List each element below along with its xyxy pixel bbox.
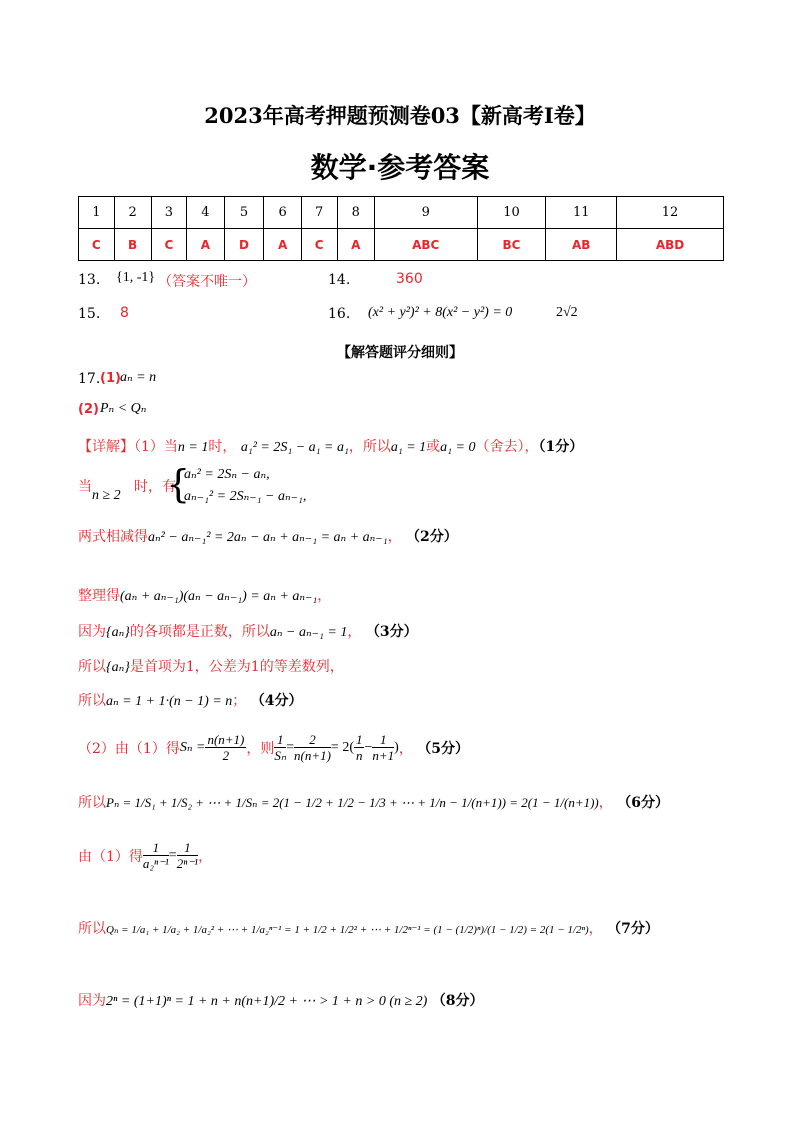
text: 时， [208, 439, 237, 455]
answer-cell: ABC [374, 229, 477, 261]
score: （5分） [417, 740, 470, 757]
table-cell: 1 [79, 197, 115, 229]
table-cell: 8 [337, 197, 374, 229]
text: 【详解】（1）当 [78, 439, 178, 455]
denominator: n [355, 748, 363, 763]
section-heading: 【解答题评分细则】 [337, 345, 463, 361]
math: 2ⁿ = (1+1)ⁿ = 1 + n + n(n+1)/2 + ⋯ > 1 + n > 0 (n ≥ 2) [106, 994, 428, 1009]
text: ， [588, 921, 603, 937]
text: 所以 [78, 693, 106, 709]
math: Pₙ = 1/S₁ + 1/S₂ + ⋯ + 1/Sₙ = 2(1 − 1/2 + 1/2 − 1/3 + ⋯ + 1/n − 1/(n+1)) = 2(1 − 1/(n+1)) [106, 795, 599, 810]
denominator: Sₙ [274, 748, 287, 763]
q15-number: 15. [78, 306, 101, 322]
text: ， [387, 529, 402, 545]
q17-part1-label: (1) [100, 371, 121, 386]
q14-number: 14. [328, 272, 351, 288]
math: = [286, 739, 294, 755]
page-title: 2023年高考押题预测卷03【新高考Ⅰ卷】 [204, 103, 596, 128]
text: ， [398, 740, 413, 757]
math: ) [394, 739, 399, 755]
answer-cell: BC [477, 229, 546, 261]
q16-number: 16. [328, 306, 351, 322]
text: 是首项为1，公差为1的等差数列， [129, 659, 344, 675]
math: = [168, 847, 177, 863]
detail-line-5 [78, 621, 418, 641]
q17-part2-answer: Pₙ < Qₙ [100, 401, 147, 416]
table-cell: 5 [224, 197, 264, 229]
q17-number: 17. [78, 371, 101, 387]
answer-cell: C [301, 229, 337, 261]
numerator: 1 [372, 732, 394, 748]
fraction [274, 732, 286, 763]
q14-answer: 360 [396, 271, 423, 287]
score: （6分） [617, 795, 669, 811]
detail-line-2-b: 时，有 [134, 479, 176, 495]
text: （舍去）， [475, 439, 539, 455]
text: ， [598, 795, 613, 811]
system-eq-1: aₙ² = 2Sₙ − aₙ, [184, 467, 270, 482]
text: 所以 [78, 921, 106, 937]
math: aₙ − aₙ₋₁ = 1 [269, 625, 348, 640]
answer-cell: ABD [617, 229, 724, 261]
answer-cell: AB [546, 229, 617, 261]
detail-line-3 [78, 526, 458, 546]
table-cell: 4 [187, 197, 224, 229]
detail-line-2-cond: n ≥ 2 [92, 488, 121, 503]
math: n = 1 [177, 440, 209, 455]
q17-part1-answer: aₙ = n [120, 370, 157, 385]
answer-cell: C [79, 229, 115, 261]
text: ，所以 [348, 439, 391, 455]
detail-line-1 [78, 436, 583, 456]
fraction [354, 732, 365, 763]
text: ， [317, 588, 332, 604]
score: （7分） [607, 921, 659, 937]
numerator: 2 [294, 732, 331, 748]
fraction [177, 840, 198, 871]
denominator: 2 [222, 748, 230, 763]
detail-line-6 [78, 656, 344, 676]
numerator: 1 [274, 732, 286, 748]
brace: { [166, 462, 191, 506]
system-eq-2: aₙ₋₁² = 2Sₙ₋₁ − aₙ₋₁, [184, 489, 307, 504]
fraction [294, 732, 331, 763]
answer-cell: C [151, 229, 187, 261]
detail-line-2-a: 当 [78, 479, 92, 495]
fraction [372, 732, 394, 763]
fraction [143, 840, 169, 871]
table-cell: 3 [151, 197, 187, 229]
table-cell: 10 [477, 197, 546, 229]
text: 所以 [78, 795, 106, 811]
text: ， [347, 624, 362, 640]
q16-answer: (x² + y²)² + 8(x² − y²) = 0 [368, 305, 513, 320]
detail-line-4 [78, 585, 331, 605]
math: (aₙ + aₙ₋₁)(aₙ − aₙ₋₁) = aₙ + aₙ₋₁ [120, 589, 318, 604]
answer-cell: A [337, 229, 374, 261]
math: Sₙ = [179, 740, 206, 755]
q13-note: （答案不唯一） [158, 274, 256, 290]
table-cell: 7 [301, 197, 337, 229]
math: = 2( [330, 739, 354, 755]
text: 由（1）得 [78, 848, 143, 865]
q17-part2-label: (2) [78, 402, 99, 417]
table-cell: 11 [546, 197, 617, 229]
q15-answer: 8 [120, 305, 129, 321]
text: 两式相减得 [78, 529, 148, 545]
numerator: 1 [143, 840, 169, 856]
detail-line-11 [78, 918, 659, 938]
table-cell: 9 [374, 197, 477, 229]
denominator: a₂ⁿ⁻¹ [142, 856, 169, 871]
q16-answer-2: 2√2 [556, 305, 578, 320]
score: （1分） [538, 439, 584, 455]
numerator: n(n+1) [207, 732, 245, 747]
text: 的各项都是正数，所以 [129, 624, 270, 640]
text: 或 [426, 439, 441, 455]
score: （3分） [365, 624, 418, 640]
text: ； [232, 693, 247, 709]
answer-table [78, 196, 724, 261]
text: （2）由（1）得 [78, 740, 180, 757]
score: （8分） [431, 993, 484, 1009]
q13-answer: {1, -1} [116, 270, 156, 285]
text: 因为 [78, 624, 106, 640]
math: aₙ = 1 + 1·(n − 1) = n [106, 694, 233, 709]
denominator: 2ⁿ⁻¹ [176, 856, 199, 871]
math: a₁² = 2S₁ − a₁ = a₁ [240, 440, 349, 455]
fraction [205, 732, 246, 763]
math: Qₙ = 1/a₁ + 1/a₂ + 1/a₂² + ⋯ + 1/a₂ⁿ⁻¹ = 1 + 1/2 + 1/2² + ⋯ + 1/2ⁿ⁻¹ = (1 − (1/2)ⁿ)/(1 − 1/2) = 2(1 − 1/2ⁿ) [106, 924, 589, 936]
q13-number: 13. [78, 272, 101, 288]
score: （4分） [250, 693, 303, 709]
text: ，则 [246, 740, 275, 757]
text: ， [198, 848, 213, 865]
detail-line-7 [78, 690, 303, 710]
score: （2分） [406, 529, 458, 545]
detail-line-8 [78, 732, 469, 763]
math: aₙ² − aₙ₋₁² = 2aₙ − aₙ + aₙ₋₁ = aₙ + aₙ₋₁ [148, 530, 388, 545]
math: {aₙ} [106, 625, 130, 640]
detail-line-10 [78, 840, 212, 871]
text: 整理得 [78, 588, 120, 604]
answer-cell: D [224, 229, 264, 261]
math: a₁ = 1 [390, 440, 427, 455]
answer-cell: A [264, 229, 301, 261]
table-cell: 6 [264, 197, 301, 229]
answer-cell: B [114, 229, 151, 261]
answer-cell: A [187, 229, 224, 261]
math: {aₙ} [106, 660, 130, 675]
denominator: n+1 [372, 748, 395, 763]
math: a₁ = 0 [440, 440, 476, 455]
math: − [364, 739, 373, 755]
detail-line-12 [78, 990, 484, 1010]
detail-line-9 [78, 792, 669, 812]
table-cell: 12 [617, 197, 724, 229]
text: 所以 [78, 659, 106, 675]
table-row-answers [79, 229, 724, 261]
table-cell: 2 [114, 197, 151, 229]
page-subtitle: 数学·参考答案 [310, 151, 490, 184]
table-row-numbers [79, 197, 724, 229]
text: 因为 [78, 993, 106, 1009]
numerator: 1 [177, 840, 198, 856]
denominator: n(n+1) [293, 748, 331, 763]
numerator: 1 [355, 732, 363, 747]
